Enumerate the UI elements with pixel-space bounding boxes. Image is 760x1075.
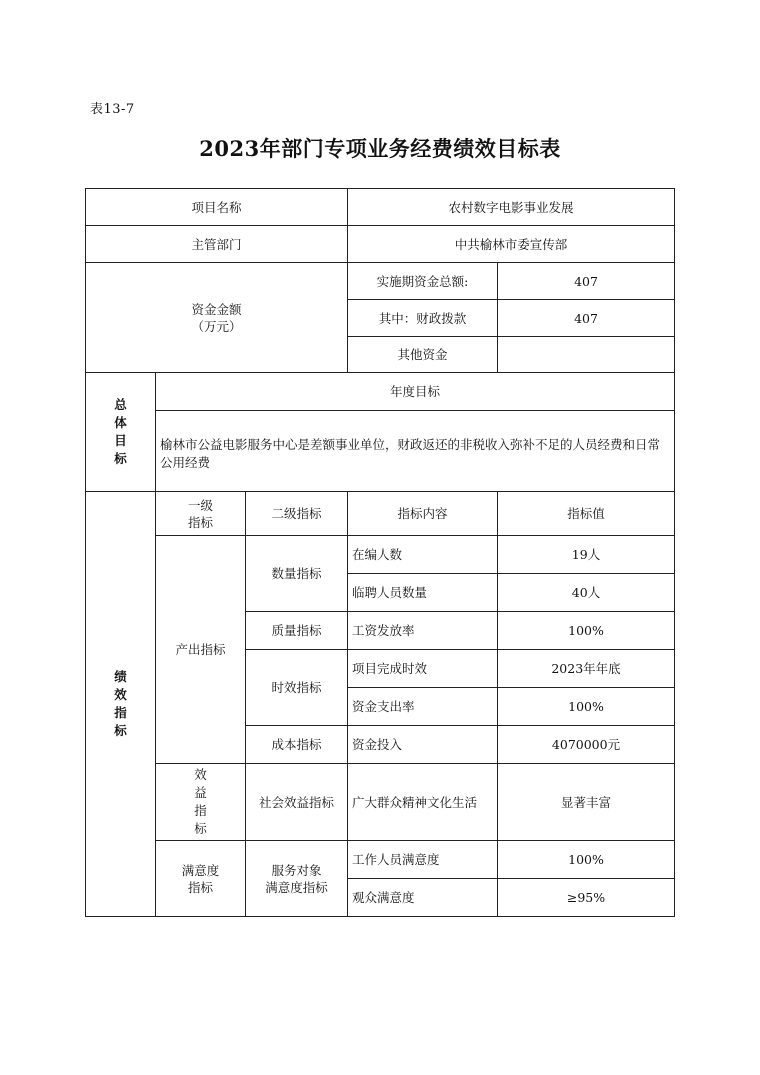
benefit-char: 标 — [194, 821, 207, 836]
output-indicator-label: 产出指标 — [156, 536, 246, 764]
table-row — [86, 189, 675, 226]
year-goal-header: 年度目标 — [156, 373, 675, 411]
fiscal-funds-value: 407 — [498, 300, 675, 337]
benefit-char: 指 — [194, 803, 207, 818]
overall-goal-section-label — [86, 373, 156, 492]
level1-header-line2: 指标 — [187, 514, 213, 530]
quantity-indicator-label: 数量指标 — [246, 536, 348, 612]
benefit-char: 益 — [194, 785, 207, 800]
social-benefit-label: 社会效益指标 — [246, 764, 348, 841]
indicators-char: 绩 — [114, 669, 127, 684]
quality-indicator-label: 质量指标 — [246, 612, 348, 650]
satisfaction-label-line2: 指标 — [187, 879, 213, 895]
project-name-value: 农村数字电影事业发展 — [348, 189, 675, 226]
performance-goal-table — [85, 188, 675, 917]
service-target-satisfaction-label — [246, 841, 348, 917]
indicators-section-label — [86, 492, 156, 917]
project-name-label: 项目名称 — [86, 189, 348, 226]
indicators-char: 指 — [114, 705, 127, 720]
department-value: 中共榆林市委宣传部 — [348, 226, 675, 263]
table-row — [86, 226, 675, 263]
content-header: 指标内容 — [348, 492, 498, 536]
indicator-value: 100% — [498, 841, 675, 879]
indicator-content: 项目完成时效 — [348, 650, 498, 688]
overall-goal-char: 体 — [114, 415, 127, 430]
indicator-value: 40人 — [498, 574, 675, 612]
table-row — [86, 263, 675, 300]
level2-header: 二级指标 — [246, 492, 348, 536]
value-header: 指标值 — [498, 492, 675, 536]
level1-header-line1: 一级 — [187, 497, 213, 513]
indicator-content: 工资发放率 — [348, 612, 498, 650]
year-goal-text: 榆林市公益电影服务中心是差额事业单位，财政返还的非税收入弥补不足的人员经费和日常公用经费 — [156, 411, 675, 492]
benefit-indicator-label — [156, 764, 246, 841]
table-row — [86, 841, 675, 879]
indicators-char: 效 — [114, 687, 127, 702]
satisfaction-label-line1: 满意度 — [181, 862, 220, 878]
table-number: 表13-7 — [90, 102, 135, 117]
total-funds-label: 实施期资金总额: — [348, 263, 498, 300]
satisfaction-indicator-label — [156, 841, 246, 917]
overall-goal-char: 目 — [114, 433, 127, 448]
funds-label-line2: （万元） — [191, 318, 242, 334]
other-funds-label: 其他资金 — [348, 337, 498, 373]
department-label: 主管部门 — [86, 226, 348, 263]
table-row — [86, 536, 675, 574]
indicator-value: 显著丰富 — [498, 764, 675, 841]
table-row — [86, 492, 675, 536]
indicator-content: 在编人数 — [348, 536, 498, 574]
indicator-content: 临聘人员数量 — [348, 574, 498, 612]
indicator-value: 19人 — [498, 536, 675, 574]
overall-goal-char: 总 — [114, 397, 127, 412]
table-row — [86, 764, 675, 841]
indicator-value: 4070000元 — [498, 726, 675, 764]
indicator-value: 100% — [498, 612, 675, 650]
page-title: 2023年部门专项业务经费绩效目标表 — [199, 136, 561, 161]
total-funds-value: 407 — [498, 263, 675, 300]
indicator-content: 资金支出率 — [348, 688, 498, 726]
indicators-char: 标 — [114, 723, 127, 738]
indicator-content: 资金投入 — [348, 726, 498, 764]
funds-label-line1: 资金金额 — [191, 301, 242, 317]
benefit-char: 效 — [194, 767, 207, 782]
funds-label — [86, 263, 348, 373]
indicator-value: ≥95% — [498, 879, 675, 917]
indicator-content: 工作人员满意度 — [348, 841, 498, 879]
service-target-line2: 满意度指标 — [265, 879, 328, 895]
other-funds-value — [498, 337, 675, 373]
fiscal-funds-label: 其中：财政拨款 — [348, 300, 498, 337]
indicator-value: 100% — [498, 688, 675, 726]
indicator-value: 2023年年底 — [498, 650, 675, 688]
indicator-content: 观众满意度 — [348, 879, 498, 917]
service-target-line1: 服务对象 — [271, 862, 322, 878]
timeliness-indicator-label: 时效指标 — [246, 650, 348, 726]
level1-header — [156, 492, 246, 536]
cost-indicator-label: 成本指标 — [246, 726, 348, 764]
table-row — [86, 411, 675, 492]
overall-goal-char: 标 — [114, 451, 127, 466]
indicator-content: 广大群众精神文化生活 — [348, 764, 498, 841]
table-row — [86, 373, 675, 411]
